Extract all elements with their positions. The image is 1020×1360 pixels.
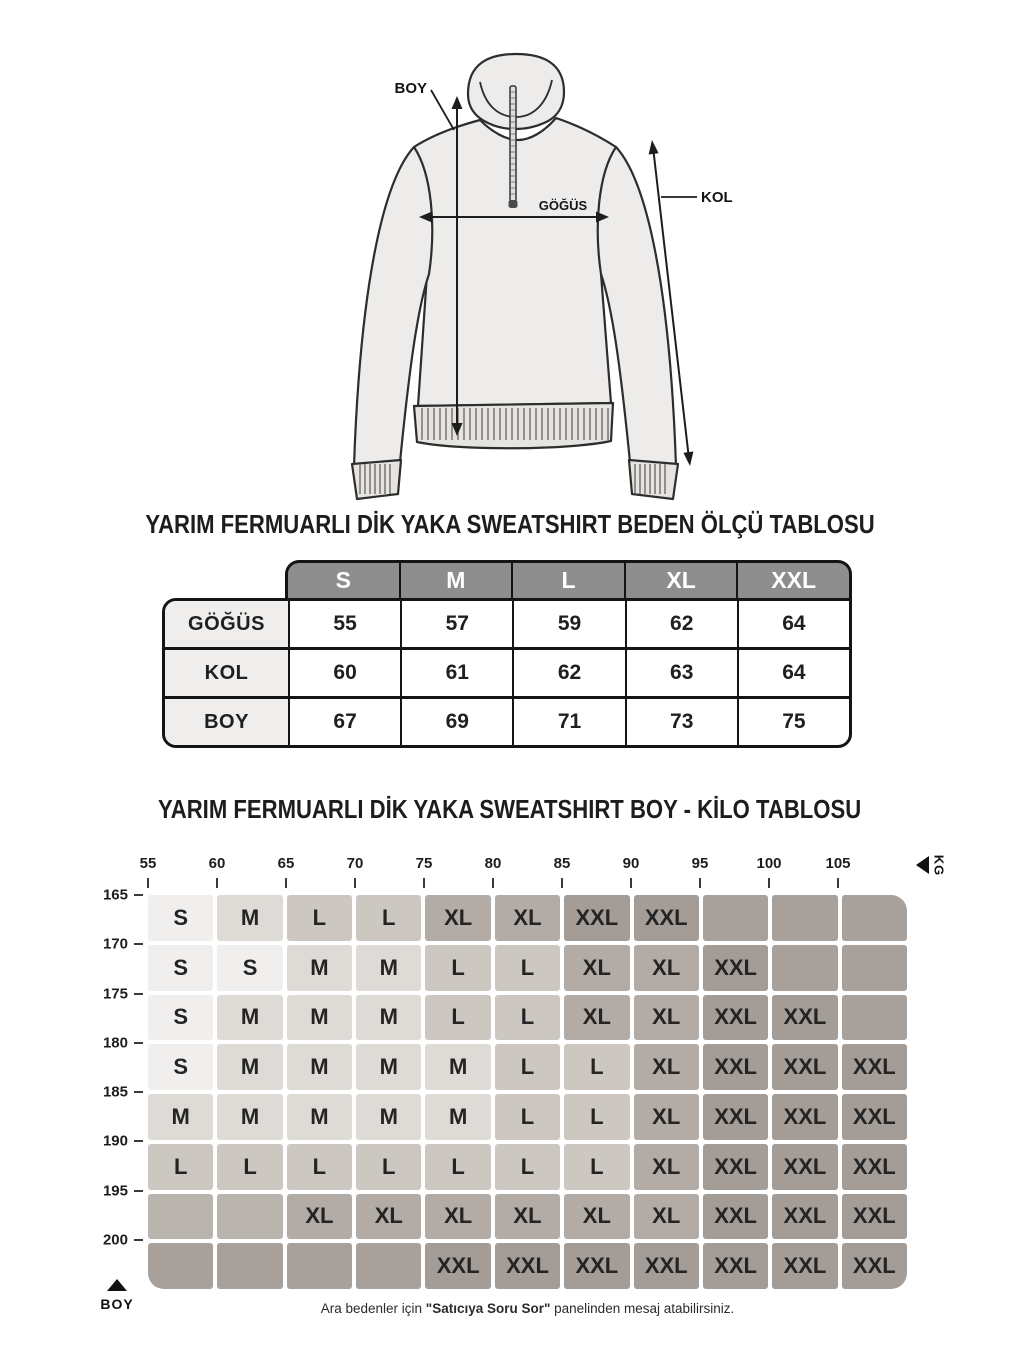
- table-cell: 69: [400, 696, 512, 745]
- boy-axis-marker: [94, 1278, 140, 1312]
- grid-cell-xl: XL: [425, 895, 490, 941]
- grid-cell-l: L: [495, 945, 560, 991]
- grid-cell-m: M: [287, 995, 352, 1041]
- boy-axis-label: 180: [102, 1034, 128, 1052]
- kg-axis-label: 85: [553, 855, 571, 872]
- kg-axis-tick: [216, 878, 218, 888]
- boy-axis-title: BOY: [100, 1296, 134, 1312]
- grid-cell-xl: XL: [634, 1194, 699, 1240]
- grid-cell-xl: XL: [495, 1194, 560, 1240]
- grid-cell-l: L: [148, 1144, 213, 1190]
- grid-cell-xl: XL: [564, 995, 629, 1041]
- table-cell: 64: [737, 647, 849, 696]
- right-cuff: [629, 460, 678, 499]
- boy-axis-label: 175: [102, 985, 128, 1002]
- grid-cell-xl: XL: [287, 1194, 352, 1240]
- grid-cell-xxl: XXL: [703, 1243, 768, 1289]
- kg-axis-label: 70: [346, 855, 364, 872]
- grid-cell-l: L: [425, 1144, 490, 1190]
- grid-cell-s: S: [148, 895, 213, 941]
- grid-cell-m: M: [287, 1094, 352, 1140]
- zipper-track: [510, 86, 516, 202]
- table-cell: 63: [625, 647, 737, 696]
- boy-axis-tick: [134, 1091, 143, 1093]
- table-cell: 57: [400, 601, 512, 647]
- height-weight-grid: [148, 895, 907, 1289]
- boy-axis-tick: [134, 1190, 143, 1192]
- grid-cell-xxl: XXL: [772, 1194, 837, 1240]
- zipper-pull: [509, 200, 518, 208]
- kg-axis-title: KG: [931, 854, 947, 876]
- sweatshirt-diagram: [330, 52, 770, 507]
- kg-axis-label: 80: [484, 855, 502, 872]
- boy-axis-tick: [134, 1239, 143, 1241]
- boy-axis-label: 200: [102, 1231, 128, 1249]
- grid-cell-l: L: [495, 1144, 560, 1190]
- right-cuff-rib-lines: [635, 464, 665, 494]
- grid-cell-xl: XL: [356, 1194, 421, 1240]
- hem-band: [414, 403, 613, 448]
- grid-cell-xxl: XXL: [703, 1194, 768, 1240]
- grid-cell-xl: XL: [634, 1044, 699, 1090]
- grid-cell-l: L: [495, 1094, 560, 1140]
- boy-axis-label: 190: [102, 1132, 128, 1150]
- grid-cell-xl: XL: [564, 1194, 629, 1240]
- grid-cell-xxl: XXL: [495, 1243, 560, 1289]
- kg-axis-label: 95: [691, 855, 709, 872]
- size-table: [162, 560, 852, 748]
- grid-cell-xxl: XXL: [703, 995, 768, 1041]
- grid-cell-empty: [772, 895, 837, 941]
- grid-cell-m: M: [217, 995, 282, 1041]
- kg-axis-label: 75: [415, 855, 433, 872]
- row-label: GÖĞÜS: [165, 601, 288, 647]
- grid-cell-m: M: [356, 995, 421, 1041]
- kg-axis-tick: [147, 878, 149, 888]
- grid-cell-s: S: [217, 945, 282, 991]
- grid-cell-m: M: [356, 1094, 421, 1140]
- grid-cell-l: L: [217, 1144, 282, 1190]
- size-column-header: S: [335, 567, 351, 593]
- kg-axis-label: 100: [756, 855, 782, 872]
- kg-direction-arrow-icon: [916, 856, 929, 874]
- boy-direction-arrow-icon: [107, 1279, 127, 1291]
- row-label: BOY: [165, 696, 288, 745]
- left-cuff-rib-lines: [360, 464, 390, 494]
- kg-axis: [139, 855, 907, 895]
- boy-axis-tick: [134, 1042, 143, 1044]
- kg-axis-tick: [768, 878, 770, 888]
- grid-cell-empty: [217, 1243, 282, 1289]
- table-cell: 59: [512, 601, 624, 647]
- boy-axis-tick: [134, 894, 143, 896]
- size-table-body: [162, 598, 852, 748]
- grid-cell-empty: [148, 1243, 213, 1289]
- table-cell: 67: [288, 696, 400, 745]
- grid-cell-l: L: [425, 995, 490, 1041]
- grid-cell-empty: [772, 945, 837, 991]
- grid-cell-l: L: [287, 895, 352, 941]
- grid-cell-m: M: [425, 1044, 490, 1090]
- grid-cell-m: M: [148, 1094, 213, 1140]
- footer-note: Ara bedenler için "Satıcıya Soru Sor" panelinden mesaj atabilirsiniz.: [320, 1301, 735, 1316]
- grid-cell-xl: XL: [634, 995, 699, 1041]
- table-cell: 75: [737, 696, 849, 745]
- grid-cell-l: L: [356, 895, 421, 941]
- grid-cell-xxl: XXL: [842, 1194, 907, 1240]
- grid-cell-l: L: [425, 945, 490, 991]
- grid-cell-empty: [703, 895, 768, 941]
- grid-cell-xl: XL: [634, 1094, 699, 1140]
- grid-cell-l: L: [356, 1144, 421, 1190]
- size-table-title: YARIM FERMUARLI DİK YAKA SWEATSHIRT BEDEN ÖLÇÜ TABLOSU: [145, 509, 875, 539]
- grid-cell-xxl: XXL: [842, 1044, 907, 1090]
- height-weight-table-title: YARIM FERMUARLI DİK YAKA SWEATSHIRT BOY - KİLO TABLOSU: [158, 794, 862, 824]
- grid-cell-empty: [148, 1194, 213, 1240]
- table-cell: 73: [625, 696, 737, 745]
- grid-cell-l: L: [495, 995, 560, 1041]
- row-label: KOL: [165, 647, 288, 696]
- gogus-label: GÖĞÜS: [538, 198, 588, 213]
- height-weight-table: [0, 840, 1020, 1360]
- grid-cell-xxl: XXL: [842, 1144, 907, 1190]
- grid-cell-xxl: XXL: [425, 1243, 490, 1289]
- grid-cell-xxl: XXL: [772, 995, 837, 1041]
- table-cell: 71: [512, 696, 624, 745]
- kg-axis-label: 105: [825, 855, 851, 872]
- kg-axis-label: 65: [277, 855, 295, 872]
- grid-cell-xxl: XXL: [842, 1094, 907, 1140]
- grid-cell-xxl: XXL: [842, 1243, 907, 1289]
- grid-cell-xxl: XXL: [772, 1094, 837, 1140]
- size-column-header: XXL: [736, 563, 849, 598]
- size-table-header-row: [285, 560, 852, 598]
- kg-axis-tick: [354, 878, 356, 888]
- kg-axis-label: 90: [622, 855, 640, 872]
- grid-cell-xxl: XXL: [703, 945, 768, 991]
- grid-cell-l: L: [564, 1094, 629, 1140]
- grid-cell-s: S: [148, 1044, 213, 1090]
- kg-axis-label: 60: [208, 855, 226, 872]
- kg-axis-tick: [492, 878, 494, 888]
- grid-cell-empty: [842, 945, 907, 991]
- grid-cell-xxl: XXL: [703, 1094, 768, 1140]
- grid-cell-l: L: [564, 1044, 629, 1090]
- grid-cell-m: M: [287, 945, 352, 991]
- grid-cell-empty: [217, 1194, 282, 1240]
- kg-axis-marker: [916, 856, 950, 874]
- grid-cell-xxl: XXL: [772, 1243, 837, 1289]
- grid-cell-s: S: [148, 995, 213, 1041]
- boy-axis-tick: [134, 943, 143, 945]
- grid-cell-empty: [356, 1243, 421, 1289]
- table-cell: 55: [288, 601, 400, 647]
- table-cell: 61: [400, 647, 512, 696]
- grid-cell-xl: XL: [425, 1194, 490, 1240]
- size-column-header: XL: [624, 563, 737, 598]
- grid-cell-m: M: [287, 1044, 352, 1090]
- grid-cell-m: M: [356, 945, 421, 991]
- boy-axis-label: 165: [102, 886, 128, 904]
- kg-axis-tick: [837, 878, 839, 888]
- kol-arrowhead-up-icon: [649, 140, 659, 155]
- grid-cell-xl: XL: [634, 1144, 699, 1190]
- kol-arrowhead-down-icon: [683, 452, 693, 467]
- kg-axis-tick: [561, 878, 563, 888]
- table-cell: 62: [512, 647, 624, 696]
- kg-axis-tick: [285, 878, 287, 888]
- boy-label: BOY: [394, 80, 427, 97]
- boy-axis-label: 195: [102, 1182, 128, 1199]
- grid-cell-xxl: XXL: [634, 1243, 699, 1289]
- kg-axis-label: 55: [139, 855, 157, 872]
- boy-arrowhead-up-icon: [452, 96, 463, 109]
- grid-cell-xxl: XXL: [772, 1144, 837, 1190]
- grid-cell-m: M: [217, 1094, 282, 1140]
- table-cell: 64: [737, 601, 849, 647]
- grid-cell-m: M: [356, 1044, 421, 1090]
- table-cell: 62: [625, 601, 737, 647]
- boy-axis-label: 170: [102, 935, 128, 953]
- grid-cell-empty: [842, 995, 907, 1041]
- grid-cell-xxl: XXL: [634, 895, 699, 941]
- grid-cell-l: L: [495, 1044, 560, 1090]
- grid-cell-xxl: XXL: [703, 1144, 768, 1190]
- grid-cell-m: M: [217, 1044, 282, 1090]
- grid-cell-xxl: XXL: [564, 1243, 629, 1289]
- grid-cell-s: S: [148, 945, 213, 991]
- grid-cell-xxl: XXL: [772, 1044, 837, 1090]
- grid-cell-m: M: [217, 895, 282, 941]
- table-cell: 60: [288, 647, 400, 696]
- grid-cell-l: L: [564, 1144, 629, 1190]
- boy-axis-tick: [134, 993, 143, 995]
- kol-label: KOL: [701, 189, 733, 206]
- grid-cell-xl: XL: [634, 945, 699, 991]
- grid-cell-empty: [842, 895, 907, 941]
- grid-cell-xl: XL: [495, 895, 560, 941]
- boy-axis-tick: [134, 1140, 143, 1142]
- grid-cell-xl: XL: [564, 945, 629, 991]
- grid-cell-l: L: [287, 1144, 352, 1190]
- grid-cell-empty: [287, 1243, 352, 1289]
- boy-axis: [86, 886, 144, 1289]
- grid-cell-m: M: [425, 1094, 490, 1140]
- boy-axis-label: 185: [102, 1083, 128, 1101]
- size-column-header: L: [511, 563, 624, 598]
- grid-cell-xxl: XXL: [703, 1044, 768, 1090]
- kg-axis-tick: [423, 878, 425, 888]
- size-column-header: M: [399, 563, 512, 598]
- boy-leader-line: [431, 90, 454, 130]
- kg-axis-tick: [630, 878, 632, 888]
- kg-axis-tick: [699, 878, 701, 888]
- grid-cell-xxl: XXL: [564, 895, 629, 941]
